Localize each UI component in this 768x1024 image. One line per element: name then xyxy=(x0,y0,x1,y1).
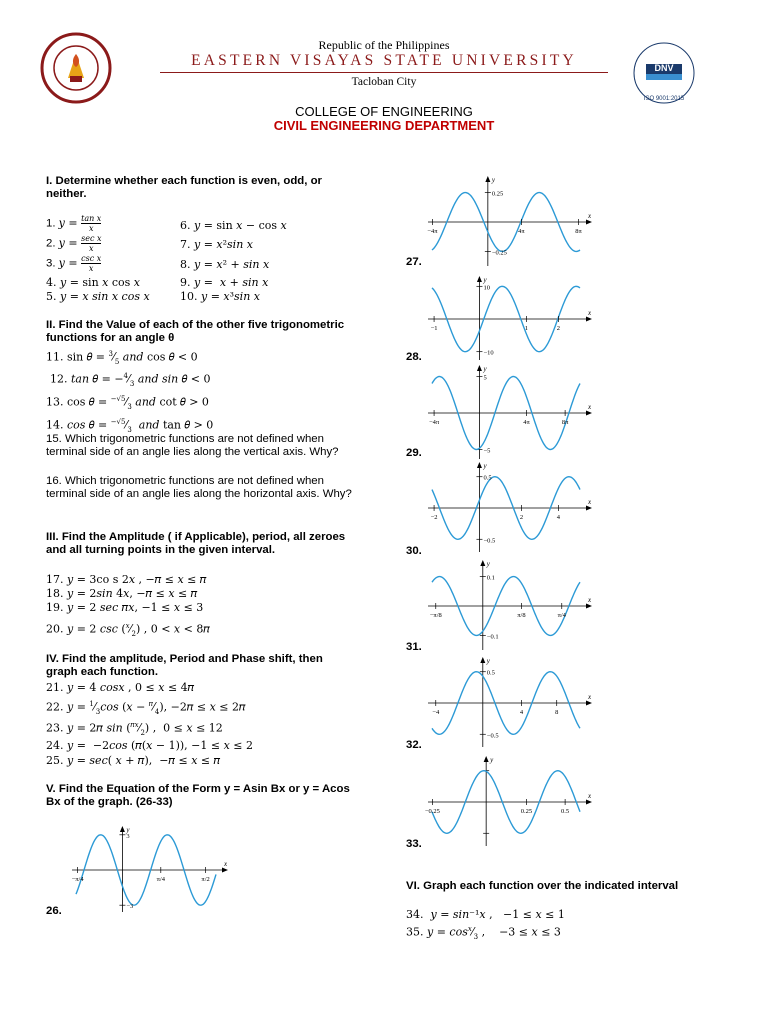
x-axis-label: x xyxy=(588,309,592,317)
y-axis-arrow xyxy=(484,756,489,762)
department-name: CIVIL ENGINEERING DEPARTMENT xyxy=(273,118,495,133)
section-4-title: IV. Find the amplitude, Period and Phase shift, then graph each function. xyxy=(46,653,323,678)
y-max-label: 10 xyxy=(483,284,490,292)
y-axis-arrow xyxy=(480,657,485,663)
graph-31 xyxy=(424,560,592,652)
x-tick-label: 8π xyxy=(575,228,582,235)
university-name: EASTERN VISAYAS STATE UNIVERSITY xyxy=(191,52,577,69)
item-6: 6. 𝑦 = sin 𝑥 − cos 𝑥 xyxy=(180,219,287,232)
x-axis-arrow xyxy=(586,317,592,322)
y-min-label: −3 xyxy=(126,903,134,911)
x-axis-label: x xyxy=(588,792,592,800)
item-18: 18. 𝑦 = 2𝑠𝑖𝑛 4𝑥, −𝜋 ≤ 𝑥 ≤ 𝜋 xyxy=(46,587,198,600)
x-tick-label: 2 xyxy=(556,325,561,332)
item-24: 24. 𝑦 = −2𝑐𝑜𝑠 (𝜋(𝑥 − 1)), −1 ≤ 𝑥 ≤ 2 xyxy=(46,739,253,752)
section-3-title: III. Find the Amplitude ( if Applicable), period, all zeroes and all turning points in the given interval. xyxy=(46,531,346,556)
y-min-label: −0.1 xyxy=(486,633,499,641)
x-tick-label: −π/8 xyxy=(429,612,442,619)
x-tick-label: 2 xyxy=(519,514,524,521)
graph-30-number: 30. xyxy=(406,545,422,557)
graph-33-number: 33. xyxy=(406,838,422,850)
item-5: 5. 𝑦 = 𝑥 𝑠𝑖𝑛 𝑥 𝑐𝑜𝑠 𝑥 xyxy=(46,290,150,303)
item-19: 19. 𝑦 = 2 𝑠𝑒𝑐 𝜋𝑥, −1 ≤ 𝑥 ≤ 3 xyxy=(46,601,204,614)
graph-26 xyxy=(68,826,228,914)
x-tick-label: 4π xyxy=(518,228,525,235)
x-tick-label: 0.5 xyxy=(561,808,570,815)
item-17: 17. 𝑦 = 3co s 2𝑥 , −𝜋 ≤ 𝑥 ≤ 𝜋 xyxy=(46,573,207,586)
graph-26-number: 26. xyxy=(46,905,62,917)
header-rule xyxy=(160,72,608,73)
y-min-label: −0.5 xyxy=(483,537,496,545)
graph-28 xyxy=(424,276,592,362)
cert-iso: ISO 9001:2015 xyxy=(643,96,685,102)
graph-27-number: 27. xyxy=(406,256,422,268)
y-axis-label: y xyxy=(491,176,495,184)
x-axis-label: x xyxy=(588,212,592,220)
x-axis-arrow xyxy=(586,800,592,805)
city-line: Tacloban City xyxy=(351,76,417,88)
x-tick-label: −π/4 xyxy=(71,876,84,883)
x-axis-arrow xyxy=(586,220,592,225)
g33-plot xyxy=(424,756,592,848)
y-axis-arrow xyxy=(480,560,485,566)
y-axis-label: y xyxy=(490,756,494,764)
y-min-label: −0.5 xyxy=(486,732,499,740)
y-max-label: 3 xyxy=(126,832,130,840)
republic-line: Republic of the Philippines xyxy=(318,38,450,52)
graph-27 xyxy=(424,176,592,268)
x-tick-label: 4π xyxy=(523,419,530,426)
x-tick-label: −4π xyxy=(428,419,440,426)
item-16: 16. Which trigonometric functions are not defined when terminal side of an angle lies along the horizontal axis. Why? xyxy=(46,475,352,500)
item-23: 23. 𝑦 = 2𝜋 𝑠𝑖𝑛 $(^{𝜋𝑥}⁄_2)$ , 0 ≤ 𝑥 ≤ 12 xyxy=(46,721,223,737)
y-axis-label: y xyxy=(483,462,487,470)
graph-33 xyxy=(424,756,592,848)
item-9: 9. 𝑦 = 𝑥 + 𝑠𝑖𝑛 𝑥 xyxy=(180,276,269,289)
g31-plot xyxy=(424,560,592,652)
x-tick-label: 4 xyxy=(556,514,561,521)
y-min-label: −5 xyxy=(483,447,491,455)
graph-29-number: 29. xyxy=(406,447,422,459)
item-21: 21. 𝑦 = 4 𝑐𝑜𝑠𝑥 , 0 ≤ 𝑥 ≤ 4𝜋 xyxy=(46,681,195,694)
g26-plot xyxy=(68,826,228,914)
item-14: 14. 𝑐𝑜𝑠 𝜃 = $^{-√5}⁄_3$ 𝑎𝑛𝑑 tan 𝜃 > 0 xyxy=(46,418,214,434)
x-tick-label: −1 xyxy=(430,325,438,332)
item-4: 4. 𝑦 = sin 𝑥 cos 𝑥 xyxy=(46,276,140,289)
x-tick-label: 8π xyxy=(561,419,569,426)
section-2-title: II. Find the Value of each of the other five trigonometric functions for an angle θ xyxy=(46,319,345,344)
y-max-label: 0.5 xyxy=(483,474,492,482)
y-axis-label: y xyxy=(483,365,487,373)
graph-28-number: 28. xyxy=(406,351,422,363)
item-3: 3. 𝑦 = 𝑐𝑠𝑐 𝑥 𝑥 xyxy=(46,254,102,273)
graph-32-number: 32. xyxy=(406,739,422,751)
y-axis-label: y xyxy=(486,657,490,665)
y-axis-arrow xyxy=(120,826,125,832)
y-axis-arrow xyxy=(485,176,490,182)
x-tick-label: −2 xyxy=(430,514,438,521)
g29-plot xyxy=(424,365,592,461)
x-axis-arrow xyxy=(586,506,592,511)
section-5-title: V. Find the Equation of the Form y = Asin Bx or y = Acos Bx of the graph. (26-33) xyxy=(46,783,350,808)
item-15: 15. Which trigonometric functions are not defined when terminal side of an angle lies along the vertical axis. Why? xyxy=(46,433,339,458)
item-12: 12. 𝑡𝑎𝑛 𝜃 = $-^4⁄_3$ 𝑎𝑛𝑑 𝑠𝑖𝑛 𝜃 < 0 xyxy=(50,372,211,388)
item-34: 34. 𝑦 = 𝑠𝑖𝑛⁻¹𝑥 , −1 ≤ 𝑥 ≤ 1 xyxy=(406,908,565,921)
x-tick-label: −4 xyxy=(432,709,440,716)
y-min-label: −0.25 xyxy=(491,249,507,257)
x-tick-label: 0.25 xyxy=(520,808,533,815)
g30-plot xyxy=(424,462,592,554)
cert-brand: DNV xyxy=(654,63,674,73)
x-axis-label: x xyxy=(588,498,592,506)
y-axis-arrow xyxy=(477,462,482,468)
y-axis-arrow xyxy=(477,365,482,371)
g32-plot xyxy=(424,657,592,749)
x-axis-label: x xyxy=(588,403,592,411)
item-22: 22. 𝑦 = $^1⁄_3𝑐𝑜𝑠$ (𝑥 − $^𝜋⁄_4$), −2𝜋 ≤ 𝑥 ≤ 2𝜋 xyxy=(46,700,246,716)
item-20: 20. 𝑦 = 2 𝑐𝑠𝑐 $(^𝑥⁄_2)$ , 0 < 𝑥 < 8𝜋 xyxy=(46,622,210,638)
x-tick-label: π/4 xyxy=(557,612,566,619)
y-max-label: 0.25 xyxy=(491,190,504,198)
iso-certification-badge xyxy=(626,40,702,110)
y-axis-label: y xyxy=(483,276,487,284)
x-tick-label: 8 xyxy=(555,709,559,716)
graph-29 xyxy=(424,365,592,461)
college-name: COLLEGE OF ENGINEERING xyxy=(295,104,473,119)
y-min-label: −10 xyxy=(483,349,494,357)
g28-plot xyxy=(424,276,592,362)
x-tick-label: 1 xyxy=(524,325,529,332)
x-tick-label: −4π xyxy=(427,228,438,235)
y-axis-label: y xyxy=(126,826,130,834)
item-7: 7. 𝑦 = 𝑥²𝑠𝑖𝑛 𝑥 xyxy=(180,238,253,251)
x-tick-label: −0.25 xyxy=(424,808,440,815)
item-10: 10. 𝑦 = 𝑥³𝑠𝑖𝑛 𝑥 xyxy=(180,290,260,303)
item-8: 8. 𝑦 = 𝑥² + 𝑠𝑖𝑛 𝑥 xyxy=(180,258,270,271)
y-max-label: 0.1 xyxy=(486,574,495,582)
x-axis-label: x xyxy=(224,860,228,868)
y-max-label: 0.5 xyxy=(486,669,495,677)
x-tick-label: π/4 xyxy=(156,876,165,883)
g27-plot xyxy=(424,176,592,268)
graph-30 xyxy=(424,462,592,554)
item-1: 1. 𝑦 = 𝑡𝑎𝑛 𝑥 𝑥 xyxy=(46,214,102,233)
y-max-label: 5 xyxy=(483,374,487,382)
x-tick-label: π/2 xyxy=(201,876,210,883)
graph-32 xyxy=(424,657,592,749)
x-axis-arrow xyxy=(586,701,592,706)
x-axis-arrow xyxy=(586,411,592,416)
item-2: 2. 𝑦 = 𝑠𝑒𝑐 𝑥 𝑥 xyxy=(46,234,102,253)
item-13: 13. cos 𝜃 = $^{-√5}⁄_3$ 𝑎𝑛𝑑 cot 𝜃 > 0 xyxy=(46,395,209,411)
y-axis-label: y xyxy=(486,560,490,568)
section-1-title: I. Determine whether each function is even, odd, or neither. xyxy=(46,175,322,200)
section-6-title: VI. Graph each function over the indicated interval xyxy=(406,880,679,892)
x-axis-label: x xyxy=(588,693,592,701)
x-axis-label: x xyxy=(588,596,592,604)
graph-31-number: 31. xyxy=(406,641,422,653)
y-axis-arrow xyxy=(477,276,482,282)
item-11: 11. sin 𝜃 = $^3⁄_5$ 𝑎𝑛𝑑 cos 𝜃 < 0 xyxy=(46,350,198,366)
x-axis-arrow xyxy=(222,868,228,873)
x-axis-arrow xyxy=(586,604,592,609)
item-25: 25. 𝑦 = 𝑠𝑒𝑐( 𝑥 + 𝜋), −𝜋 ≤ 𝑥 ≤ 𝜋 xyxy=(46,754,221,767)
item-35: 35. 𝑦 = $𝑐𝑜𝑠^𝑥⁄_3$ , −3 ≤ 𝑥 ≤ 3 xyxy=(406,925,561,941)
x-tick-label: 4 xyxy=(519,709,524,716)
x-tick-label: π/8 xyxy=(517,612,526,619)
